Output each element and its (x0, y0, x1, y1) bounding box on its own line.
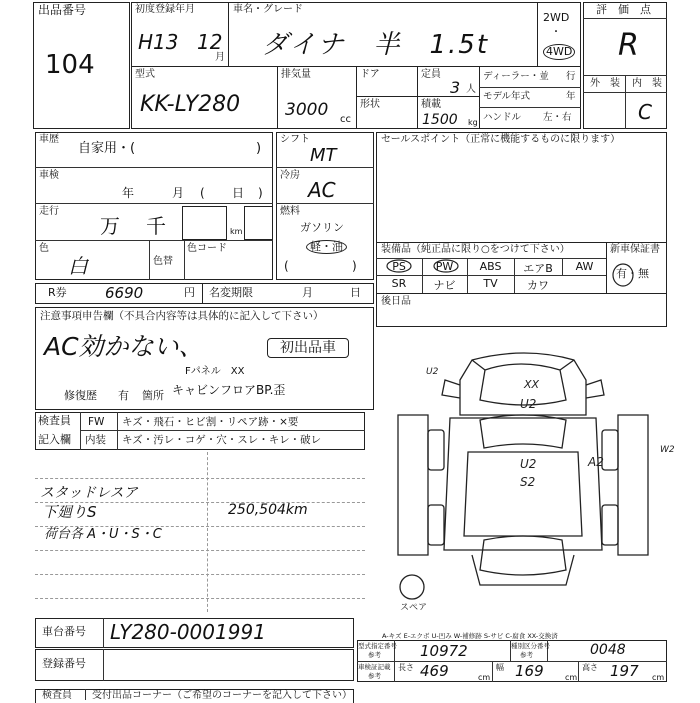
first-listing-badge: 初出品車 (267, 338, 349, 358)
spec-type-label: 型式指定番号 (358, 642, 397, 650)
spec-length-cm: cm (478, 673, 491, 682)
inspection-day: 日 (232, 186, 245, 200)
equip-pw: PW (435, 260, 454, 273)
inspector-field-label: 記入欄 (38, 433, 71, 446)
dealer-end: 行 (566, 71, 576, 82)
chassis-value: LY280-0001991 (110, 620, 266, 644)
spec-length-label: 長さ (398, 663, 414, 672)
inspection-open: ( (200, 186, 205, 200)
color-code-label: 色コード (187, 243, 227, 254)
fuel-open: ( (284, 259, 289, 273)
ac-label: 冷房 (280, 170, 300, 181)
repair-detail2: キャビンフロアBP.歪 (172, 383, 286, 397)
model-year-unit: 年 (566, 91, 576, 102)
interior-value: C (638, 100, 652, 124)
registration-label: 登録番号 (42, 657, 86, 670)
recycle-unit: 円 (184, 286, 195, 299)
drive-dot: ・ (551, 27, 561, 38)
diagram-spare-label: スペア (400, 603, 428, 610)
displacement-unit: cc (340, 114, 351, 125)
diagram-mark-s2-bed: S2 (520, 475, 536, 489)
remark-3: 荷台各 A・U・S・C (44, 527, 162, 542)
capacity-unit: 人 (466, 84, 476, 95)
handle-value: 左・右 (543, 112, 572, 123)
inspection-year: 年 (122, 186, 135, 200)
spec-width-cm: cm (565, 673, 578, 682)
first-registration-month: 12 (197, 30, 223, 54)
rear-items-label: 後日品 (381, 296, 411, 307)
exterior-label: 外 装 (590, 78, 620, 89)
rating-label: 評 価 点 (596, 3, 651, 16)
fuel-close: ) (352, 259, 357, 273)
odometer-note: 250,504km (228, 502, 308, 518)
model-label: 型式 (135, 69, 155, 80)
first-registration-year: H13 (138, 30, 179, 54)
fuel-label: 燃料 (280, 206, 300, 217)
inspector-fw: FW (88, 416, 105, 428)
spec-height-cm: cm (652, 673, 665, 682)
mileage-man: 万 (100, 214, 120, 238)
spec-width-label: 幅 (496, 663, 504, 672)
mileage-unit: km (230, 227, 243, 236)
mileage-label: 走行 (39, 206, 59, 217)
repair-label: 修復歴 (64, 389, 97, 402)
notes-label: 注意事項申告欄（不具合内容等は具体的に記入して下さい） (40, 310, 324, 322)
spec-length-value: 469 (420, 662, 449, 680)
rear-items-box (376, 293, 667, 327)
color-change-label: 色替 (153, 256, 173, 267)
history-value: 自家用・( (78, 141, 136, 156)
vehicle-diagram (380, 340, 700, 610)
color-label: 色 (39, 243, 49, 254)
diagram-mark-w2: W2 (660, 445, 675, 455)
remark-1: スタッドレスア (40, 485, 138, 501)
chassis-label: 車台番号 (42, 625, 86, 638)
fuel-option: 軽・油 (306, 240, 347, 254)
repair-place-label: 箇所 (142, 389, 164, 402)
recycle-label: R券 (48, 286, 67, 299)
name-change-day: 日 (350, 286, 361, 299)
shift-value: MT (310, 145, 337, 166)
doors-label: ドア (360, 69, 380, 80)
ac-value: AC (308, 178, 336, 202)
footer-label: 検査員 (42, 690, 72, 701)
mileage-subbox (182, 206, 227, 240)
inspection-month: 月 (172, 186, 185, 200)
load-unit: kg (468, 118, 478, 127)
name-change-month: 月 (302, 286, 313, 299)
inspector-label: 検査員 (38, 414, 71, 427)
spec-dim-label: 車検証記載 (358, 663, 391, 671)
dealer-label: ディーラー・並 (483, 71, 549, 82)
inspection-label: 車検 (39, 170, 59, 181)
name-change-label: 名変期限 (209, 286, 253, 299)
color-value: 白 (68, 254, 88, 278)
warranty-value: 有・無 (616, 267, 649, 280)
first-registration-month-unit: 月 (215, 52, 225, 63)
diagram-mark-u2-mirror: U2 (426, 367, 439, 377)
repair-value: 有 (118, 389, 129, 402)
car-name-label: 車名・グレード (233, 4, 303, 15)
rating-value: R (618, 28, 639, 63)
load-value: 1500 (422, 112, 458, 128)
capacity-value: 3 (450, 78, 461, 97)
remark-2: 下廻りS (42, 503, 97, 521)
spec-cat-value: 0048 (590, 642, 626, 658)
spec-cat-label: 種別区分番号 (511, 642, 550, 650)
history-label: 車歴 (39, 134, 59, 145)
inspector-int: 内装 (85, 434, 106, 446)
history-close: ) (256, 141, 262, 156)
equip-ps: PS (392, 260, 406, 273)
spec-type-value: 10972 (420, 642, 468, 660)
handle-label: ハンドル (483, 112, 522, 123)
capacity-label: 定員 (421, 69, 441, 80)
equip-tv: TV (483, 277, 498, 290)
spec-width-value: 169 (515, 662, 544, 680)
spec-dim-sub: 参考 (368, 672, 381, 680)
body-label: 形状 (360, 99, 380, 110)
diagram-mark-a2: A2 (588, 455, 604, 469)
spec-height-label: 高さ (582, 663, 598, 672)
sales-point-label: セールスポイント（正常に機能するものに限ります） (381, 134, 621, 145)
recycle-value: 6690 (105, 284, 144, 302)
legend-text: A-キズ E-エクボ U-凹み W-補修跡 S-サビ C-腐食 XX-交換済 (382, 632, 558, 640)
footer-text: 受付出品コーナー（ご希望のコーナーを記入して下さい） (92, 690, 352, 701)
drive-4wd: 4WD (543, 44, 575, 60)
drive-2wd: 2WD (543, 11, 570, 24)
inspector-fw-items: キズ・飛石・ヒビ割・リペア跡・×要 (122, 416, 299, 428)
fuel-value: ガソリン (300, 221, 344, 234)
warranty-label: 新車保証書 (610, 244, 660, 255)
warranty-circle (610, 262, 640, 292)
interior-label: 内 装 (632, 78, 662, 89)
diagram-mark-u2-bed: U2 (520, 457, 537, 471)
spec-type-sub: 参考 (368, 651, 381, 659)
spec-cat-sub: 参考 (520, 651, 533, 659)
mileage-sen: 千 (146, 214, 166, 238)
model-year-label: モデル年式 (483, 91, 531, 102)
displacement-value: 3000 (285, 100, 329, 120)
inspection-close: ) (258, 186, 263, 200)
equip-sr: SR (391, 277, 407, 290)
lot-number-label: 出品番号 (38, 3, 87, 17)
equip-navi: ナビ (433, 279, 456, 292)
equip-abs: ABS (479, 260, 502, 273)
diagram-mark-u2-hood: U2 (520, 397, 537, 411)
lot-number-value: 104 (45, 50, 95, 80)
car-name-value: ダイナ 半 1.5t (262, 30, 490, 60)
spec-height-value: 197 (610, 662, 639, 680)
displacement-label: 排気量 (281, 69, 311, 80)
diagram-mark-xx: XX (524, 378, 540, 391)
equipment-label: 装備品（純正品に限り○をつけて下さい） (381, 244, 570, 255)
repair-detail1: Fパネル XX (185, 366, 245, 377)
load-label: 積載 (421, 99, 441, 110)
shift-label: シフト (280, 134, 310, 145)
first-registration-label: 初度登録年月 (135, 4, 195, 15)
equip-leather: カワ (527, 279, 549, 292)
equip-airbag: エアB (523, 262, 553, 275)
mileage-subbox2 (244, 206, 273, 240)
sales-point-box (376, 132, 667, 243)
inspector-int-items: キズ・汚レ・コゲ・穴・スレ・キレ・破レ (122, 434, 322, 446)
model-value: KK-LY280 (140, 92, 241, 117)
notes-text: AC効かない、 (44, 332, 204, 361)
equip-aw: AW (575, 260, 594, 273)
